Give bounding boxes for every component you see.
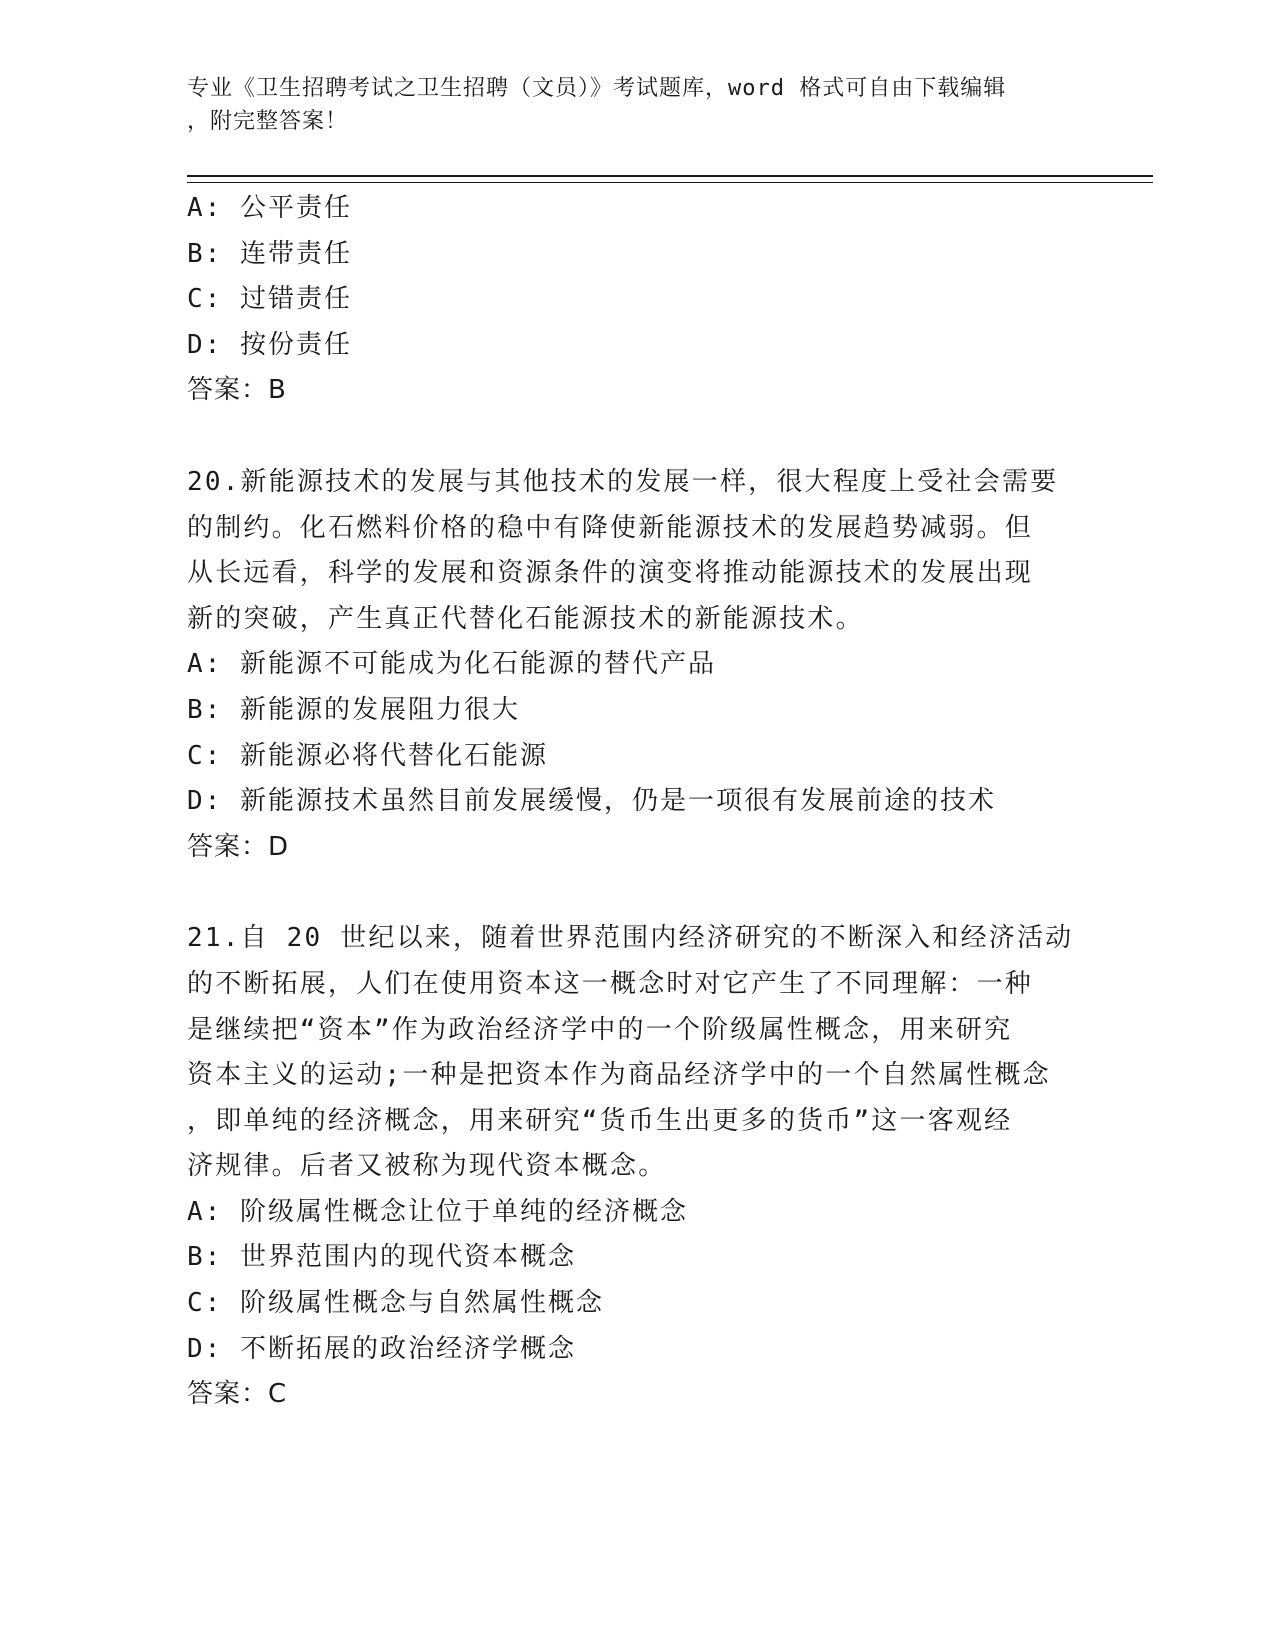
answer: 答案：D (187, 831, 290, 862)
spacer (187, 414, 1087, 460)
question-19 (187, 186, 1087, 414)
answer: 答案：C (187, 1379, 288, 1410)
document-header (187, 72, 1077, 138)
header-divider-thin (187, 182, 1153, 183)
stem-line: 20.新能源技术的发展与其他技术的发展一样，很大程度上受社会需要 (187, 466, 1059, 497)
option-a: A: 公平责任 (187, 193, 352, 223)
question-stem (187, 916, 1087, 1190)
spacer (187, 870, 1087, 916)
header-line-1: 专业《卫生招聘考试之卫生招聘（文员）》考试题库，word 格式可自由下载编辑 (187, 76, 1007, 101)
option-d: D: 不断拓展的政治经济学概念 (187, 1333, 576, 1364)
stem-line: ，即单纯的经济概念，用来研究“货币生出更多的货币”这一客观经 (187, 1105, 1013, 1136)
option-a: A: 阶级属性概念让位于单纯的经济概念 (187, 1196, 688, 1227)
header-divider-thick (187, 175, 1153, 177)
stem-line: 的不断拓展，人们在使用资本这一概念时对它产生了不同理解：一种 (187, 968, 1034, 999)
stem-line: 济规律。后者又被称为现代资本概念。 (187, 1151, 667, 1182)
stem-line: 新的突破，产生真正代替化石能源技术的新能源技术。 (187, 603, 864, 634)
stem-line: 是继续把“资本”作为政治经济学中的一个阶级属性概念，用来研究 (187, 1014, 1013, 1045)
option-b: B: 新能源的发展阻力很大 (187, 694, 520, 725)
document-body (187, 186, 1087, 1418)
option-c: C: 阶级属性概念与自然属性概念 (187, 1288, 604, 1319)
option-b: B: 世界范围内的现代资本概念 (187, 1242, 576, 1273)
question-stem (187, 460, 1087, 642)
stem-line: 的制约。化石燃料价格的稳中有降使新能源技术的发展趋势减弱。但 (187, 512, 1034, 543)
option-d: D: 按份责任 (187, 329, 352, 360)
option-c: C: 新能源必将代替化石能源 (187, 740, 548, 771)
option-b: B: 连带责任 (187, 238, 352, 269)
header-line-2: ，附完整答案！ (187, 109, 349, 134)
answer: 答案：B (187, 375, 287, 406)
question-21 (187, 916, 1087, 1418)
stem-line: 21.自 20 世纪以来，随着世界范围内经济研究的不断深入和经济活动 (187, 923, 1074, 954)
option-a: A: 新能源不可能成为化石能源的替代产品 (187, 649, 716, 680)
stem-line: 从长远看，科学的发展和资源条件的演变将推动能源技术的发展出现 (187, 558, 1034, 589)
option-c: C: 过错责任 (187, 284, 352, 315)
stem-line: 资本主义的运动;一种是把资本作为商品经济学中的一个自然属性概念 (187, 1060, 1051, 1091)
option-d: D: 新能源技术虽然目前发展缓慢，仍是一项很有发展前途的技术 (187, 786, 996, 817)
question-20 (187, 460, 1087, 870)
